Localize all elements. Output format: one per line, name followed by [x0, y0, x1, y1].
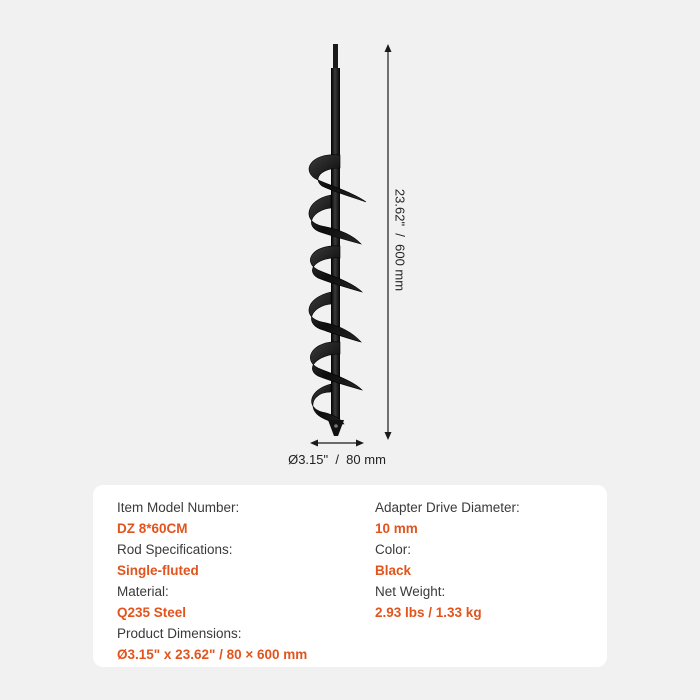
model-number-label: Item Model Number: — [117, 500, 240, 515]
color-value: Black — [375, 563, 412, 578]
length-dimension-line — [385, 44, 392, 440]
specs-left-column — [117, 497, 307, 665]
net-weight-value: 2.93 lbs / 1.33 kg — [375, 605, 482, 620]
color-label: Color: — [375, 542, 412, 557]
net-weight-label: Net Weight: — [375, 584, 446, 599]
drive-diameter-label: Adapter Drive Diameter: — [375, 500, 520, 515]
hex-drive-tip — [333, 44, 338, 70]
rod-spec-label: Rod Specifications: — [117, 542, 233, 557]
dimensions-value: Ø3.15" x 23.62" / 80 × 600 mm — [117, 647, 308, 662]
diameter-label: Ø3.15" / 80 mm — [288, 452, 386, 467]
length-label: 23.62" / 600 mm — [392, 188, 408, 292]
auger-tip — [328, 420, 344, 436]
diameter-dimension-line — [310, 440, 364, 447]
material-label: Material: — [117, 584, 169, 599]
drive-diameter-value: 10 mm — [375, 521, 418, 536]
specifications-card — [93, 485, 607, 667]
rod-spec-value: Single-fluted — [117, 563, 199, 578]
model-number-value: DZ 8*60CM — [117, 521, 188, 536]
dimensions-label: Product Dimensions: — [117, 626, 242, 641]
material-value: Q235 Steel — [117, 605, 187, 620]
specs-right-column — [375, 497, 520, 623]
